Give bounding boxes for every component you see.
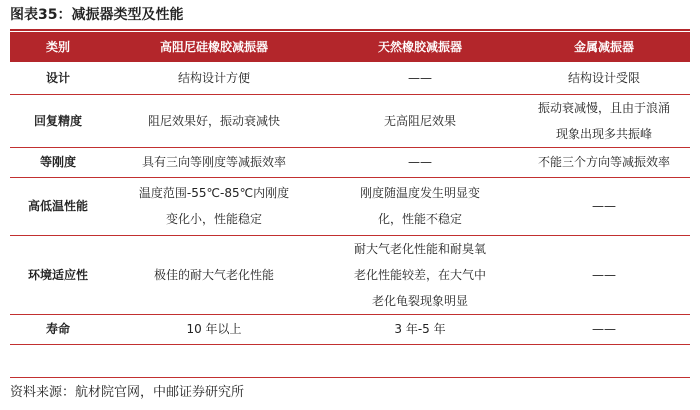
table-header-row: [10, 32, 690, 62]
cell-text-line: 温度范围-55℃-85℃内刚度: [138, 186, 290, 200]
cell-natural-rubber: [322, 235, 518, 314]
cell-metal: [518, 147, 690, 177]
cell-text-line: 耐大气老化性能和耐臭氧: [353, 241, 486, 256]
cell-text-line: 结构设计受限: [567, 70, 640, 85]
source-note: 资料来源：航材院官网，中邮证券研究所: [10, 385, 245, 400]
cell-text-line: 振动衰减慢，且由于浪涌: [537, 100, 670, 115]
cell-natural-rubber: [322, 314, 518, 344]
damper-comparison-table: [10, 32, 690, 345]
cell-metal: [518, 177, 690, 235]
cell-metal: [518, 314, 690, 344]
table-row: [10, 177, 690, 235]
table-row: [10, 314, 690, 344]
row-category: 回复精度: [33, 113, 82, 128]
cell-metal: [518, 62, 690, 94]
cell-text-line: ——: [592, 267, 616, 282]
cell-text-line: 现象出现多共振峰: [555, 126, 652, 141]
cell-silicone: [106, 94, 322, 147]
cell-text-line: ——: [408, 70, 432, 85]
row-category: 等刚度: [39, 155, 76, 169]
cell-silicone: [106, 235, 322, 314]
cell-text-line: 老化龟裂现象明显: [371, 293, 468, 308]
cell-natural-rubber: [322, 94, 518, 147]
cell-text-line: 具有三向等刚度等减振效率: [141, 155, 286, 169]
cell-text-line: 结构设计方便: [177, 70, 250, 85]
row-category: 环境适应性: [27, 267, 88, 282]
cell-natural-rubber: [322, 147, 518, 177]
row-category: 设计: [45, 70, 70, 85]
row-category: 高低温性能: [27, 199, 88, 213]
row-category: 寿命: [45, 322, 70, 336]
cell-silicone: [106, 177, 322, 235]
header-natural-rubber-damper: 天然橡胶减振器: [322, 32, 518, 62]
cell-text-line: 化，性能不稳定: [377, 212, 462, 226]
table-row: [10, 62, 690, 94]
cell-text-line: 老化性能较差，在大气中: [353, 267, 486, 282]
cell-metal: [518, 94, 690, 147]
cell-natural-rubber: [322, 62, 518, 94]
figure-title: 图表35：减振器类型及性能: [10, 7, 184, 23]
table-row: [10, 94, 690, 147]
cell-metal: [518, 235, 690, 314]
source-rule: [10, 377, 690, 378]
cell-text-line: 极佳的耐大气老化性能: [153, 267, 274, 282]
header-silicone-damper: 高阻尼硅橡胶减振器: [106, 32, 322, 62]
table-row: [10, 147, 690, 177]
cell-natural-rubber: [322, 177, 518, 235]
cell-silicone: [106, 314, 322, 344]
cell-text-line: 刚度随温度发生明显变: [359, 186, 480, 200]
cell-text-line: 阻尼效果好，振动衰减快: [147, 113, 280, 128]
cell-text-line: ——: [592, 199, 616, 213]
cell-text-line: 不能三个方向等减振效率: [537, 155, 670, 169]
cell-text-line: 无高阻尼效果: [383, 113, 456, 128]
cell-text-line: 10 年以上: [186, 322, 242, 336]
table-row: [10, 235, 690, 314]
cell-text-line: 3 年-5 年: [394, 322, 446, 336]
header-metal-damper: 金属减振器: [518, 32, 690, 62]
cell-silicone: [106, 147, 322, 177]
cell-text-line: ——: [408, 155, 432, 169]
cell-text-line: ——: [592, 322, 616, 336]
cell-text-line: 变化小，性能稳定: [165, 212, 262, 226]
header-category: 类别: [10, 32, 106, 62]
title-rule: [10, 29, 690, 31]
cell-silicone: [106, 62, 322, 94]
